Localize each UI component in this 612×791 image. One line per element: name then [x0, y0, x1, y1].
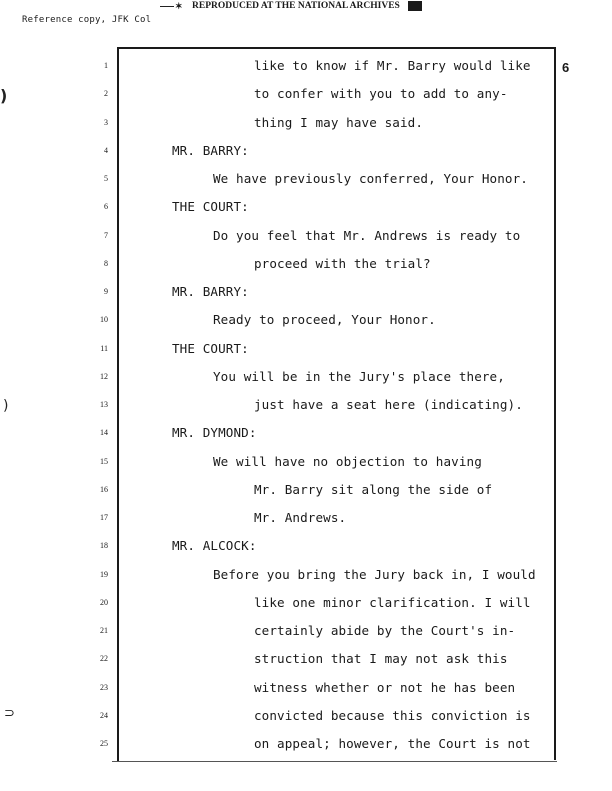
page-frame-bottom: [112, 761, 557, 762]
page-number: 6: [562, 60, 570, 75]
speaker-label: MR. ALCOCK:: [172, 538, 257, 554]
transcript-line: [0, 510, 612, 526]
line-number: 13: [100, 400, 108, 409]
line-number: 9: [104, 287, 108, 296]
line-number: 8: [104, 258, 108, 268]
transcript-line: [0, 708, 612, 724]
transcript-line: [0, 567, 612, 583]
line-text: certainly abide by the Court's in-: [254, 623, 516, 638]
transcript-line: [0, 256, 612, 272]
line-number: 4: [104, 145, 108, 155]
transcript-line: [0, 369, 612, 385]
stamp-star-icon: ✶: [175, 1, 183, 11]
line-number: 20: [100, 597, 108, 607]
line-text: to confer with you to add to any-: [254, 86, 508, 102]
transcript-line: [0, 86, 612, 102]
line-text: witness whether or not he has been: [254, 679, 516, 695]
line-number: 19: [100, 569, 108, 579]
line-number: 17: [100, 513, 108, 522]
speaker-label: THE COURT:: [172, 199, 249, 215]
line-number: 10: [100, 315, 108, 325]
transcript-line: [0, 454, 612, 470]
transcript-line: [0, 623, 612, 639]
transcript-line: [0, 341, 612, 357]
line-text: like one minor clarification. I will: [254, 594, 531, 610]
transcript-line: [0, 143, 612, 159]
line-number: 11: [100, 343, 108, 353]
transcript-line: [0, 680, 612, 696]
line-text: Ready to proceed, Your Honor.: [213, 312, 436, 328]
line-number: 24: [100, 710, 108, 720]
line-number: 14: [100, 428, 108, 438]
binder-hole-mark: ): [0, 86, 8, 105]
speaker-label: MR. DYMOND:: [172, 425, 257, 441]
transcript-line: [0, 651, 612, 667]
line-number: 18: [100, 541, 108, 551]
transcript-line: [0, 595, 612, 611]
speaker-label: THE COURT:: [172, 340, 249, 356]
line-text: struction that I may not ask this: [254, 651, 508, 667]
line-number: 5: [104, 174, 108, 183]
line-text: Mr. Andrews.: [254, 510, 347, 525]
line-text: just have a seat here (indicating).: [254, 397, 523, 412]
reference-label: Reference copy, JFK Col: [22, 15, 152, 25]
transcript-line: [0, 397, 612, 413]
transcript-line: [0, 482, 612, 498]
transcript-line: [0, 312, 612, 328]
transcript-line: [0, 736, 612, 752]
line-text: You will be in the Jury's place there,: [213, 368, 505, 384]
stamp-rule: [160, 6, 174, 7]
line-text: proceed with the trial?: [254, 255, 431, 271]
transcript-line: [0, 58, 612, 74]
speaker-label: MR. BARRY:: [172, 142, 249, 158]
line-number: 2: [104, 89, 108, 99]
line-number: 6: [104, 202, 108, 212]
line-text: We have previously conferred, Your Honor.: [213, 171, 528, 186]
archives-stamp: [160, 0, 422, 12]
line-number: 12: [100, 371, 108, 381]
line-number: 16: [100, 484, 108, 494]
line-number: 7: [104, 230, 108, 240]
line-number: 21: [100, 626, 108, 635]
line-text: Do you feel that Mr. Andrews is ready to: [213, 227, 521, 243]
speaker-label: MR. BARRY:: [172, 284, 249, 299]
binder-hole-mark: ): [3, 398, 9, 414]
line-number: 1: [104, 61, 108, 70]
line-text: We will have no objection to having: [213, 453, 482, 469]
line-number: 25: [100, 739, 108, 748]
line-text: like to know if Mr. Barry would like: [254, 58, 531, 73]
line-number: 23: [100, 682, 108, 692]
transcript-line: [0, 171, 612, 187]
line-text: Before you bring the Jury back in, I would: [213, 566, 536, 582]
line-number: 15: [100, 456, 108, 466]
line-text: Mr. Barry sit along the side of: [254, 481, 493, 497]
binder-hole-mark: ⊃: [4, 706, 15, 721]
stamp-text: REPRODUCED AT THE NATIONAL ARCHIVES: [192, 1, 400, 11]
transcript-line: [0, 425, 612, 441]
line-text: on appeal; however, the Court is not: [254, 736, 531, 751]
stamp-block: [408, 1, 422, 11]
transcript-line: [0, 228, 612, 244]
line-number: 3: [104, 117, 108, 127]
transcript-line: [0, 284, 612, 300]
line-number: 22: [100, 654, 108, 664]
line-text: convicted because this conviction is: [254, 707, 531, 723]
transcript-line: [0, 538, 612, 554]
transcript-line: [0, 115, 612, 131]
page-frame-top: [118, 47, 555, 49]
transcript-line: [0, 199, 612, 215]
line-text: thing I may have said.: [254, 114, 424, 130]
